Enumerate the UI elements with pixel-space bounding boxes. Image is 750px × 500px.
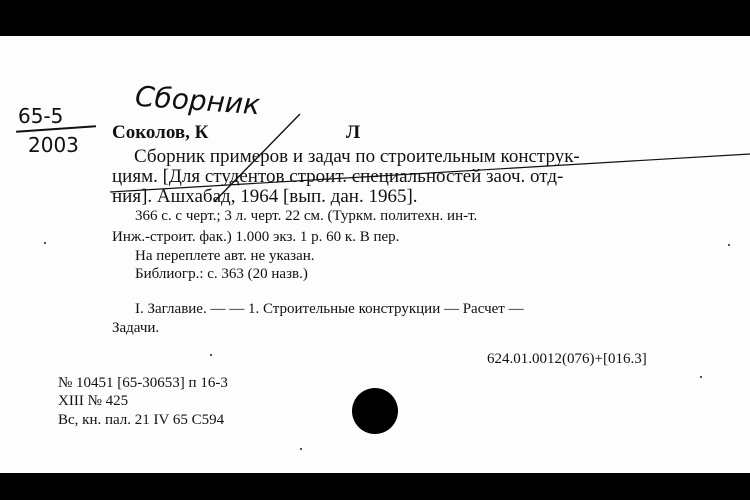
classification-number: 624.01.0012(076)+[016.3] [487, 351, 647, 367]
author-name: Соколов, К [112, 122, 209, 143]
tracings-line-2: Задачи. [112, 320, 160, 336]
scan-bottom-border [0, 473, 750, 500]
tracings-line-1: I. Заглавие. — — 1. Строительные конструкции — Расчет — [135, 301, 524, 317]
scan-speck [44, 242, 46, 244]
note-bibliography: Библиогр.: с. 363 (20 назв.) [135, 266, 308, 282]
punched-hole [352, 388, 398, 434]
registration-line-3: Вс, кн. пал. 21 IV 65 С594 [58, 412, 225, 428]
scan-speck [700, 376, 702, 378]
index-letter: Л [346, 122, 361, 143]
title-line-3: ния]. Ашхабад, 1964 [вып. дан. 1965]. [112, 186, 418, 207]
collation-line-2: Инж.-строит. фак.) 1.000 экз. 1 р. 60 к. В пер. [112, 229, 400, 245]
handwritten-shelf-mark: 65-5 [18, 104, 64, 128]
scan-speck [210, 354, 212, 356]
registration-line-1: № 10451 [65-30653] п 16-3 [58, 375, 228, 391]
handwritten-title-note: Сборник [134, 79, 262, 122]
scan-speck [728, 244, 730, 246]
registration-line-2: XIII № 425 [58, 393, 129, 409]
title-line-2: циям. [Для студентов строит. специальностей заоч. отд- [112, 166, 564, 187]
catalog-card [0, 36, 750, 473]
handwritten-shelf-year: 2003 [28, 133, 79, 157]
collation-line-1: 366 с. с черт.; 3 л. черт. 22 см. (Туркм. политехн. ин-т. [135, 208, 478, 224]
title-line-1: Сборник примеров и задач по строительным конструк- [134, 146, 580, 167]
note-binding: На переплете авт. не указан. [135, 248, 315, 264]
scan-speck [300, 448, 302, 450]
